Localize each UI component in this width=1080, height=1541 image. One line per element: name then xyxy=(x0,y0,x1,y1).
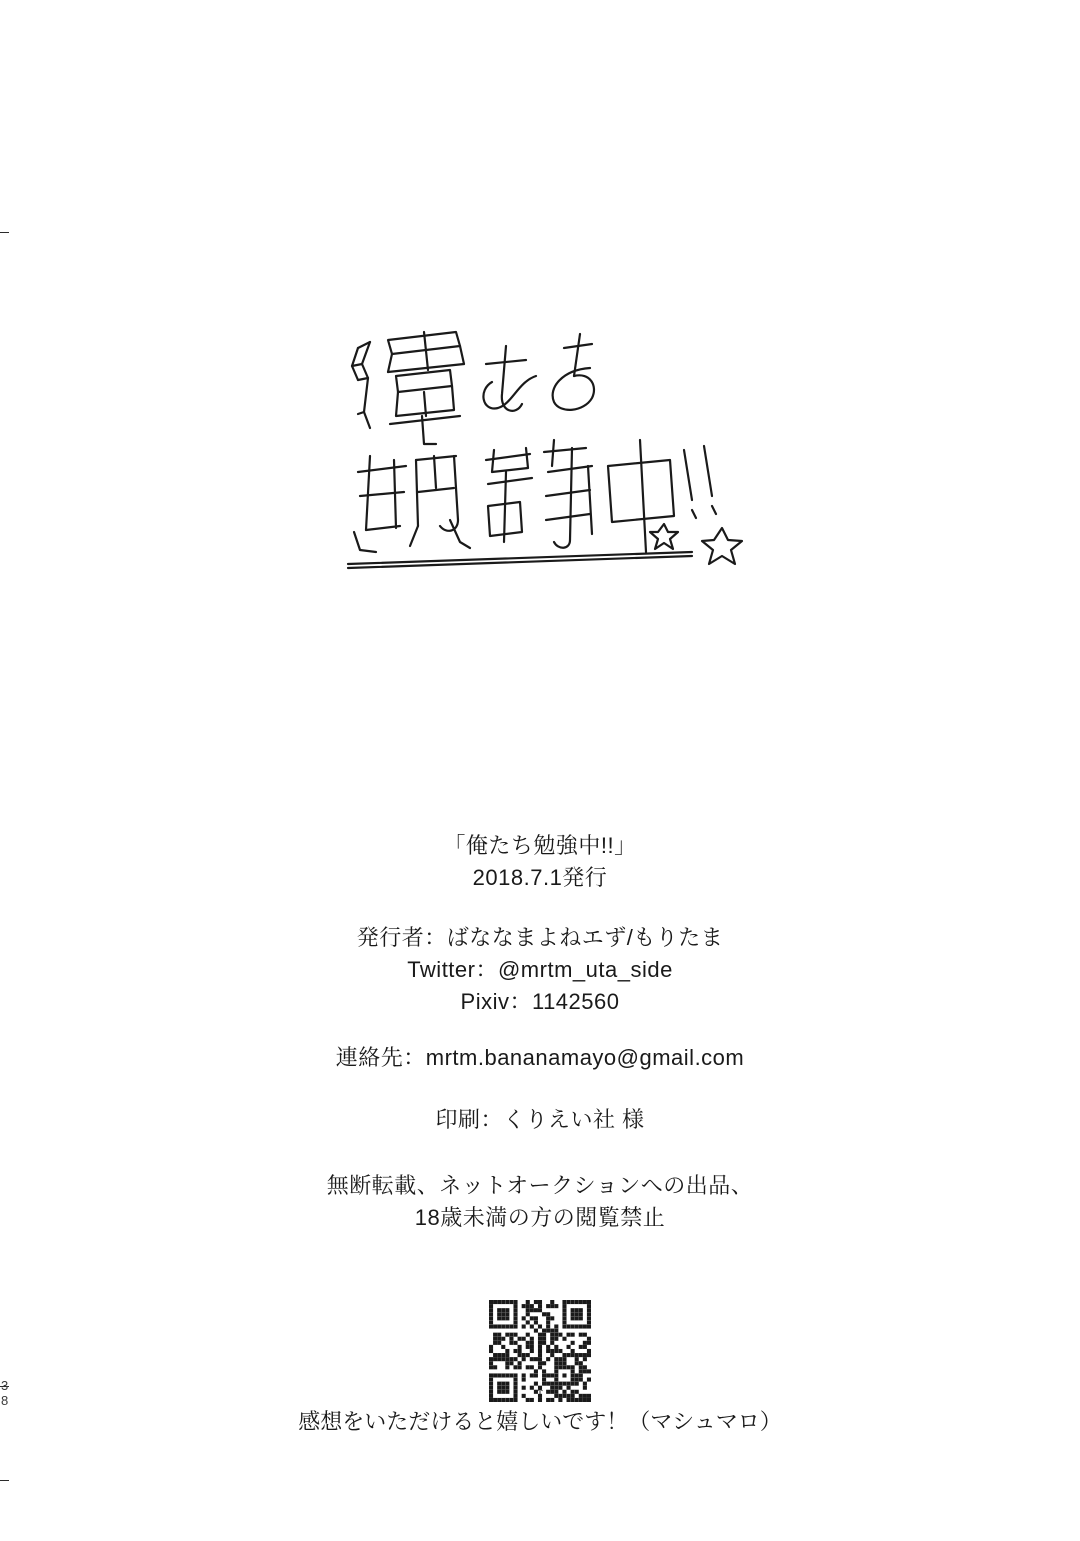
colophon-printer: 印刷：くりえい社 様 xyxy=(435,1107,645,1132)
qr-caption: 感想をいただけると嬉しいです！（マシュマロ） xyxy=(298,1409,782,1434)
logo-glyph-ore xyxy=(352,332,464,444)
title-logo xyxy=(340,320,760,600)
colophon-block xyxy=(0,830,1080,1234)
logo-glyph-ben xyxy=(354,456,470,552)
qr-arrow-icon: ↑ xyxy=(534,1380,546,1405)
colophon-contact: 連絡先：mrtm.bananamayo@gmail.com xyxy=(335,1045,745,1070)
page-number-digit-2: 8 xyxy=(1,1393,9,1408)
colophon-title: 「俺たち勉強中!!」 xyxy=(443,833,637,858)
colophon-twitter: Twitter：@mrtm_uta_side xyxy=(407,957,673,982)
page-number-digit-1: 3 xyxy=(1,1378,9,1393)
logo-glyph-kyou xyxy=(486,440,592,548)
colophon-notice-line-1: 無断転載、ネットオークションへの出品、 xyxy=(326,1173,754,1198)
trim-mark-top xyxy=(0,232,9,233)
colophon-publisher: 発行者：ばななまよねエず/もりたま xyxy=(356,925,724,950)
logo-glyph-exclaim xyxy=(684,446,716,518)
colophon-pixiv: Pixiv：1142560 xyxy=(460,989,620,1014)
logo-underline xyxy=(348,552,692,568)
colophon-publish-date: 2018.7.1発行 xyxy=(472,865,608,890)
trim-mark-bottom xyxy=(0,1480,9,1481)
logo-glyph-tachi xyxy=(483,334,594,411)
logo-glyph-naka xyxy=(608,440,674,552)
colophon-notice-line-2: 18歳未満の方の閲覧禁止 xyxy=(414,1205,666,1230)
